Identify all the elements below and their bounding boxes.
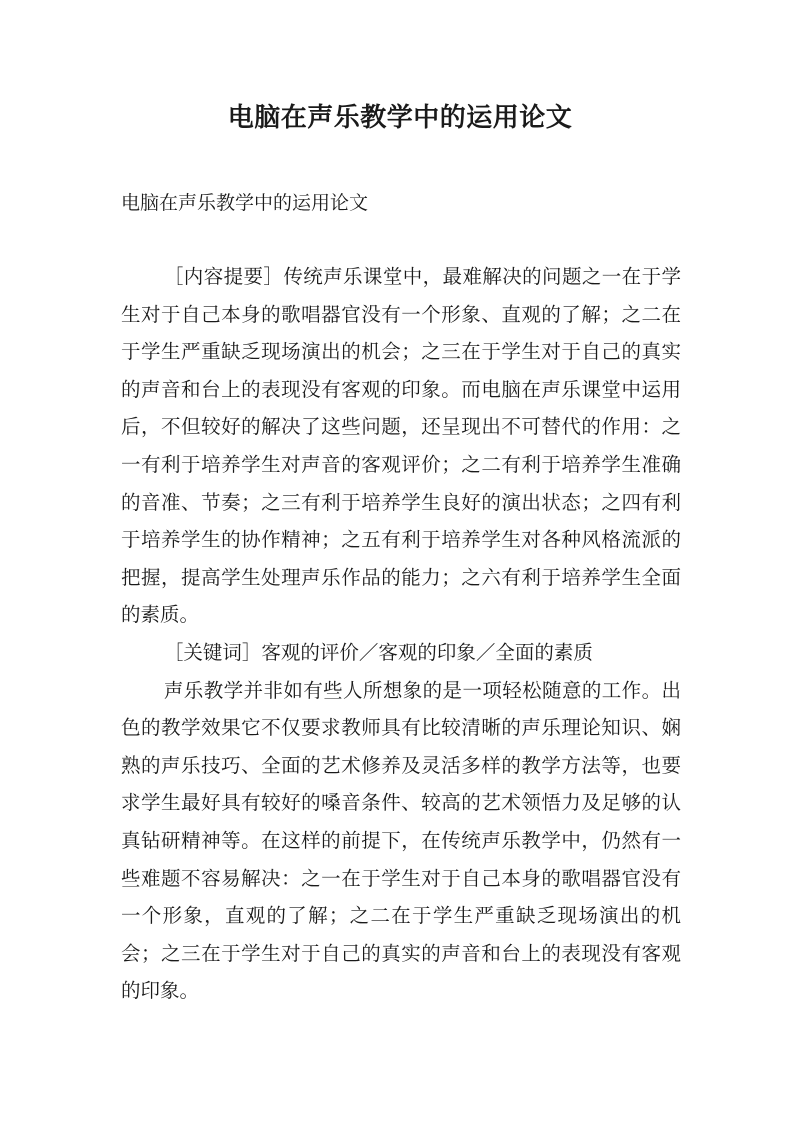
document-title: 电脑在声乐教学中的运用论文 [227, 103, 573, 133]
document-subtitle: 电脑在声乐教学中的运用论文 [121, 192, 369, 214]
document-body [121, 258, 681, 1010]
body-paragraph: 声乐教学并非如有些人所想象的是一项轻松随意的工作。出色的教学效果它不仅要求教师具有比较清晰的声乐理论知识、娴熟的声乐技巧、全面的艺术修养及灵活多样的教学方法等，也要求学生最好具有较好的嗓音条件、较高的艺术领悟力及足够的认真钻研精神等。在这样的前提下，在传统声乐教学中，仍然有一些难题不容易解决：之一在于学生对于自己本身的歌唱器官没有一个形象，直观的了解；之二在于学生严重缺乏现场演出的机会；之三在于学生对于自己的真实的声音和台上的表现没有客观的印象。 [121, 678, 681, 1003]
keywords-paragraph: ［关键词］客观的评价／客观的印象／全面的素质 [163, 640, 593, 664]
abstract-paragraph: ［内容提要］传统声乐课堂中，最难解决的问题之一在于学生对于自己本身的歌唱器官没有一个形象、直观的了解；之二在于学生严重缺乏现场演出的机会；之三在于学生对于自己的真实的声音和台上的表现没有客观的印象。而电脑在声乐课堂中运用后，不但较好的解决了这些问题，还呈现出不可替代的作用：之一有利于培养学生对声音的客观评价；之二有利于培养学生准确的音准、节奏；之三有利于培养学生良好的演出状态；之四有利于培养学生的协作精神；之五有利于培养学生对各种风格流派的把握，提高学生处理声乐作品的能力；之六有利于培养学生全面的素质。 [121, 265, 681, 627]
